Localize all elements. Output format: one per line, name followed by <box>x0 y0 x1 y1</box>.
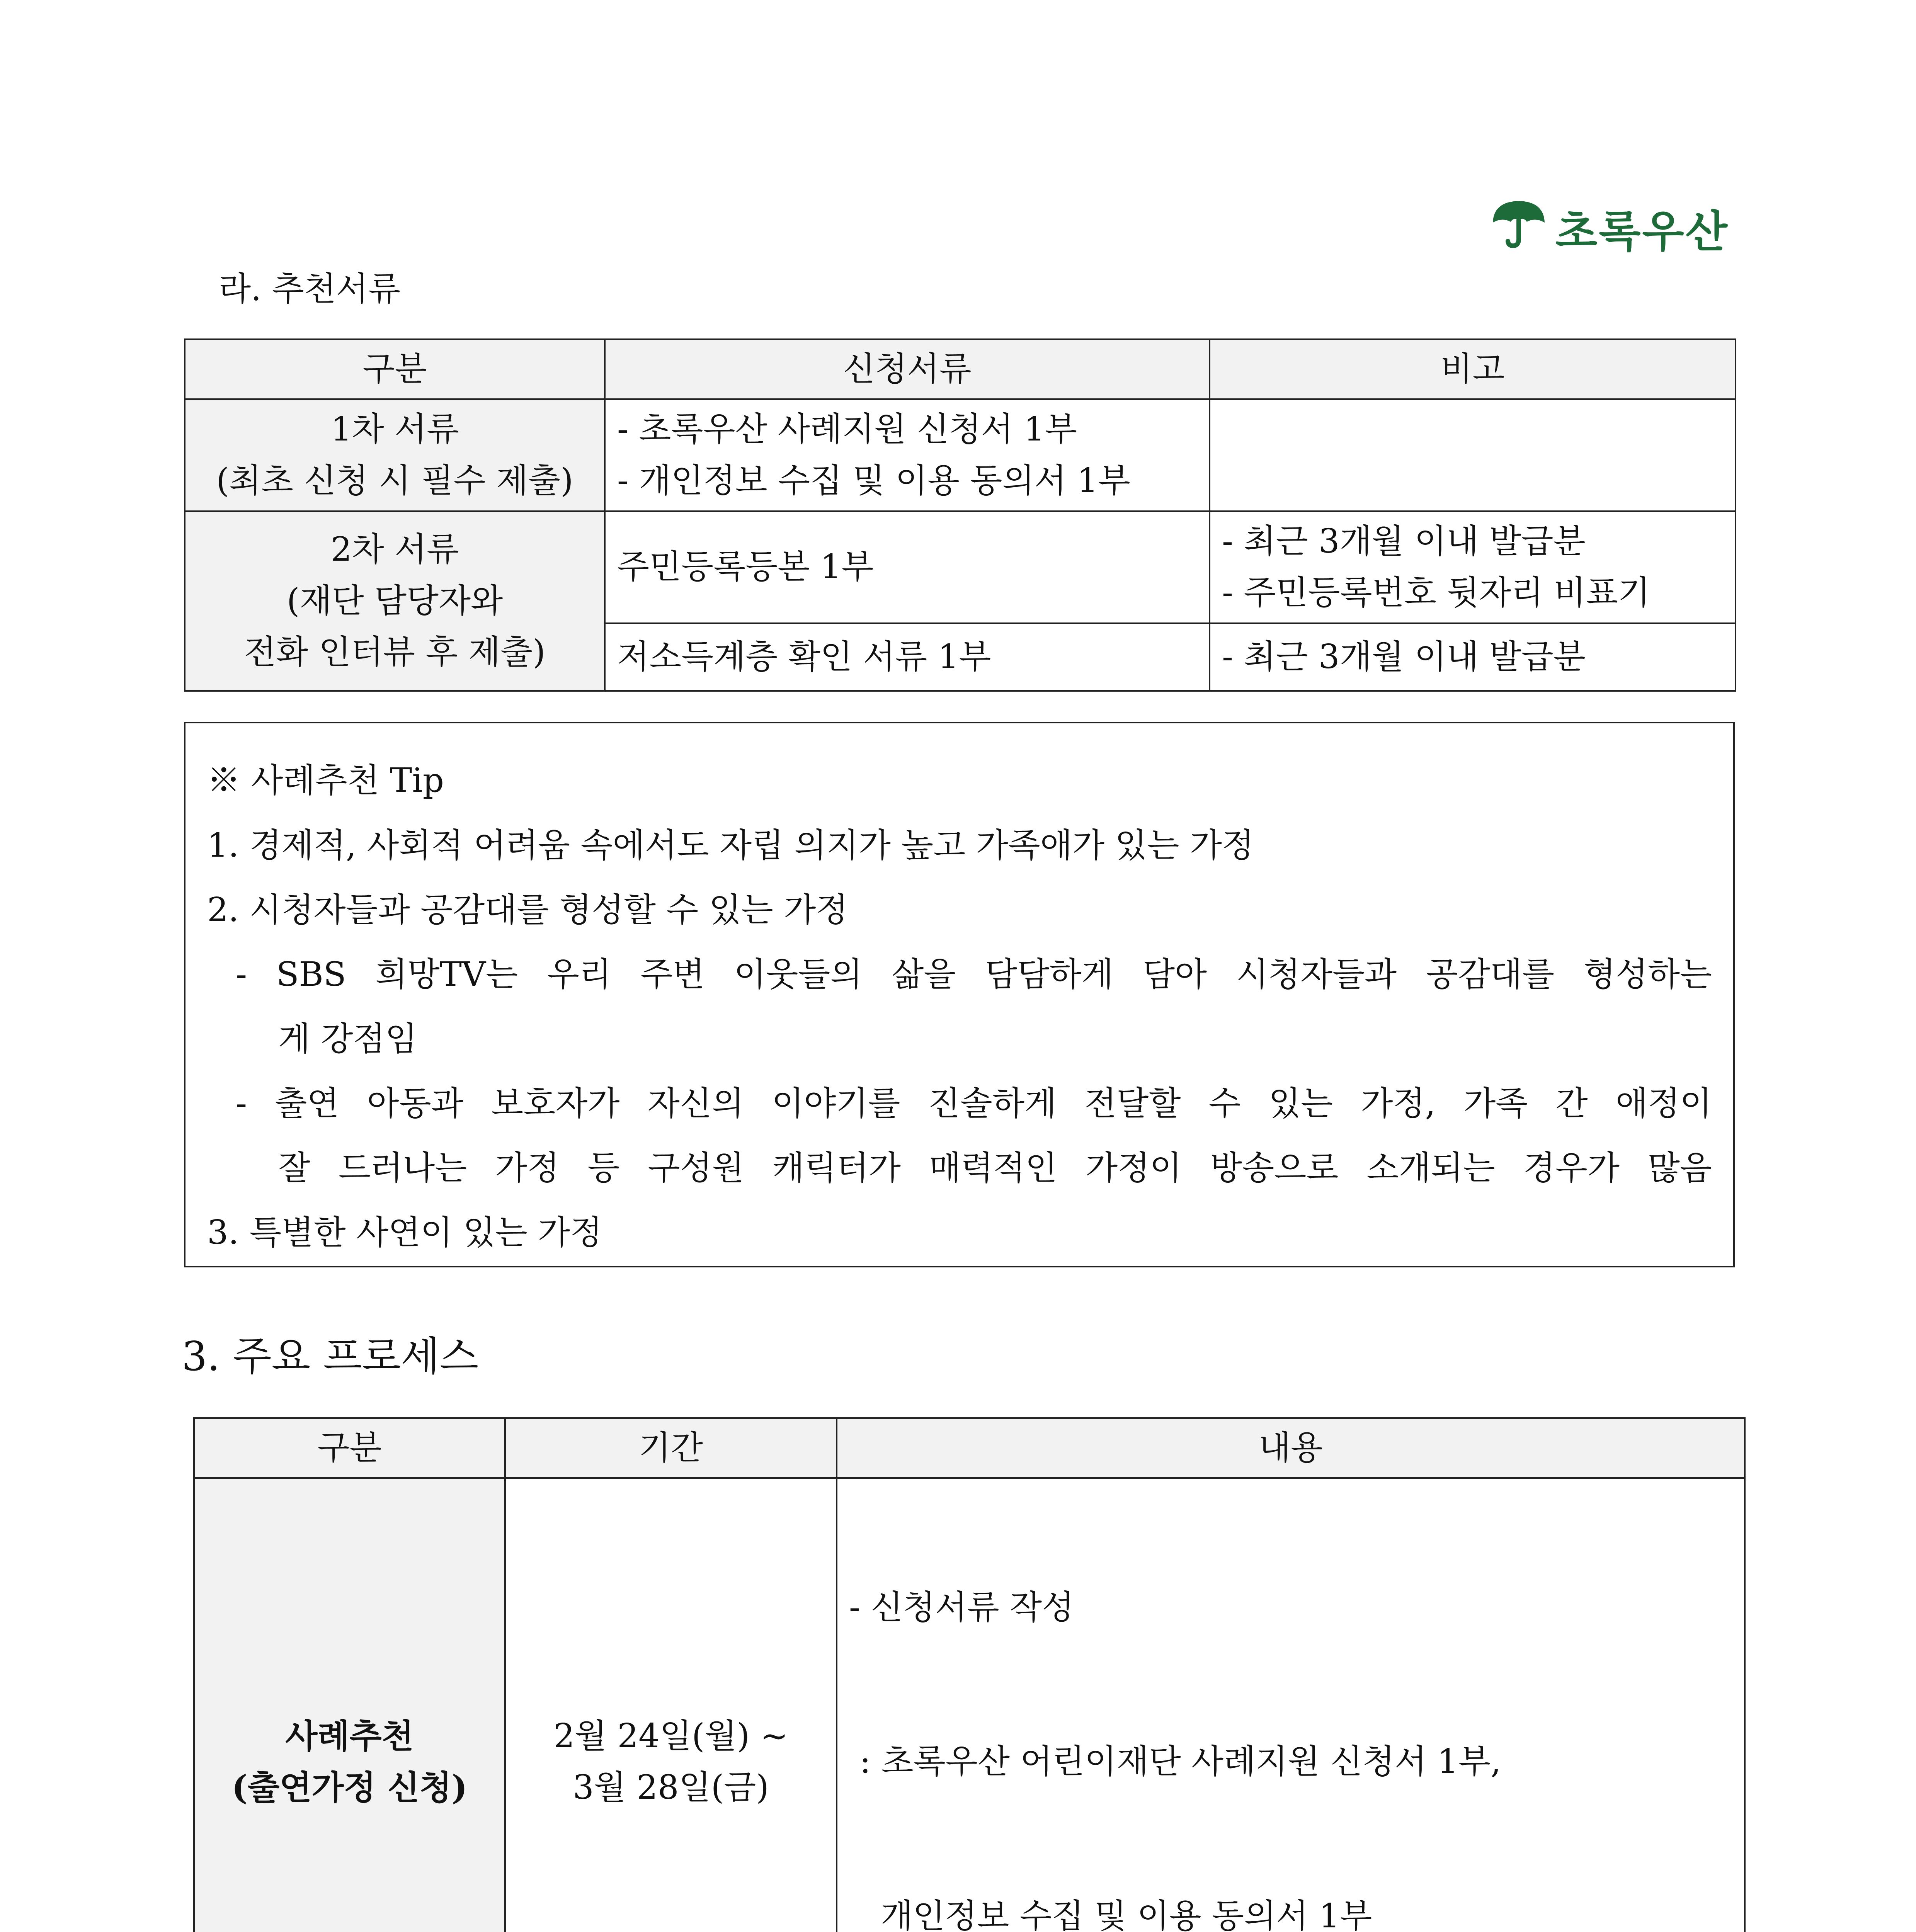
recommended-docs-table <box>184 338 1736 692</box>
tip-sub-item: 잘 드러나는 가정 등 구성원 캐릭터가 매력적인 가정이 방송으로 소개되는 경우가 많음 <box>278 1149 1712 1187</box>
col-header-note: 비고 <box>1210 339 1736 399</box>
tip-box <box>184 722 1735 1267</box>
table-header-row <box>185 339 1736 399</box>
row-note: - 최근 3개월 이내 발급분 <box>1210 623 1736 691</box>
table-row <box>185 399 1736 511</box>
col-header-period: 기간 <box>505 1418 837 1478</box>
row-documents: - 초록우산 사례지원 신청서 1부 - 개인정보 수집 및 이용 동의서 1부 <box>605 399 1210 511</box>
section-recommended-docs-title: 라. 추천서류 <box>219 270 401 308</box>
col-header-category: 구분 <box>185 339 605 399</box>
tip-sub-item: - SBS 희망TV는 우리 주변 이웃들의 삶을 담담하게 담아 시청자들과 공감대를 형성하는 <box>236 955 1712 994</box>
process-table <box>193 1417 1746 1932</box>
tip-sub-item: 게 강점임 <box>278 1020 417 1058</box>
row-category: 1차 서류 (최초 신청 시 필수 제출) <box>185 399 605 511</box>
row-documents: 저소득계층 확인 서류 1부 <box>605 623 1210 691</box>
row-period: 2월 24일(월) ~ 3월 28일(금) <box>505 1478 837 1932</box>
brand-logo <box>1490 193 1737 257</box>
tip-sub-item: - 출연 아동과 보호자가 자신의 이야기를 진솔하게 전달할 수 있는 가정, 가족 간 애정이 <box>236 1084 1712 1123</box>
logo-text: 초록우산 <box>1555 207 1729 257</box>
section-process-title: 3. 주요 프로세스 <box>182 1333 479 1380</box>
row-category: 사례추천 (출연가정 신청) <box>194 1478 505 1932</box>
umbrella-icon <box>1490 199 1548 249</box>
tip-item: 3. 특별한 사연이 있는 가정 <box>207 1213 602 1252</box>
row-note: - 최근 3개월 이내 발급분 - 주민등록번호 뒷자리 비표기 <box>1210 511 1736 623</box>
table-row <box>194 1478 1745 1932</box>
col-header-category: 구분 <box>194 1418 505 1478</box>
tip-title: ※ 사례추천 Tip <box>207 761 444 800</box>
tip-item: 1. 경제적, 사회적 어려움 속에서도 자립 의지가 높고 가족애가 있는 가정 <box>207 826 1254 865</box>
col-header-content: 내용 <box>837 1418 1745 1478</box>
row-note <box>1210 399 1736 511</box>
tip-item: 2. 시청자들과 공감대를 형성할 수 있는 가정 <box>207 891 848 929</box>
col-header-documents: 신청서류 <box>605 339 1210 399</box>
row-category: 2차 서류 (재단 담당자와 전화 인터뷰 후 제출) <box>185 511 605 691</box>
row-documents: 주민등록등본 1부 <box>605 511 1210 623</box>
table-header-row <box>194 1418 1745 1478</box>
row-content: - 신청서류 작성 : 초록우산 어린이재단 사례지원 신청서 1부, 개인정보 수집 및 이용 동의서 1부 <box>837 1478 1745 1932</box>
table-row <box>185 511 1736 623</box>
